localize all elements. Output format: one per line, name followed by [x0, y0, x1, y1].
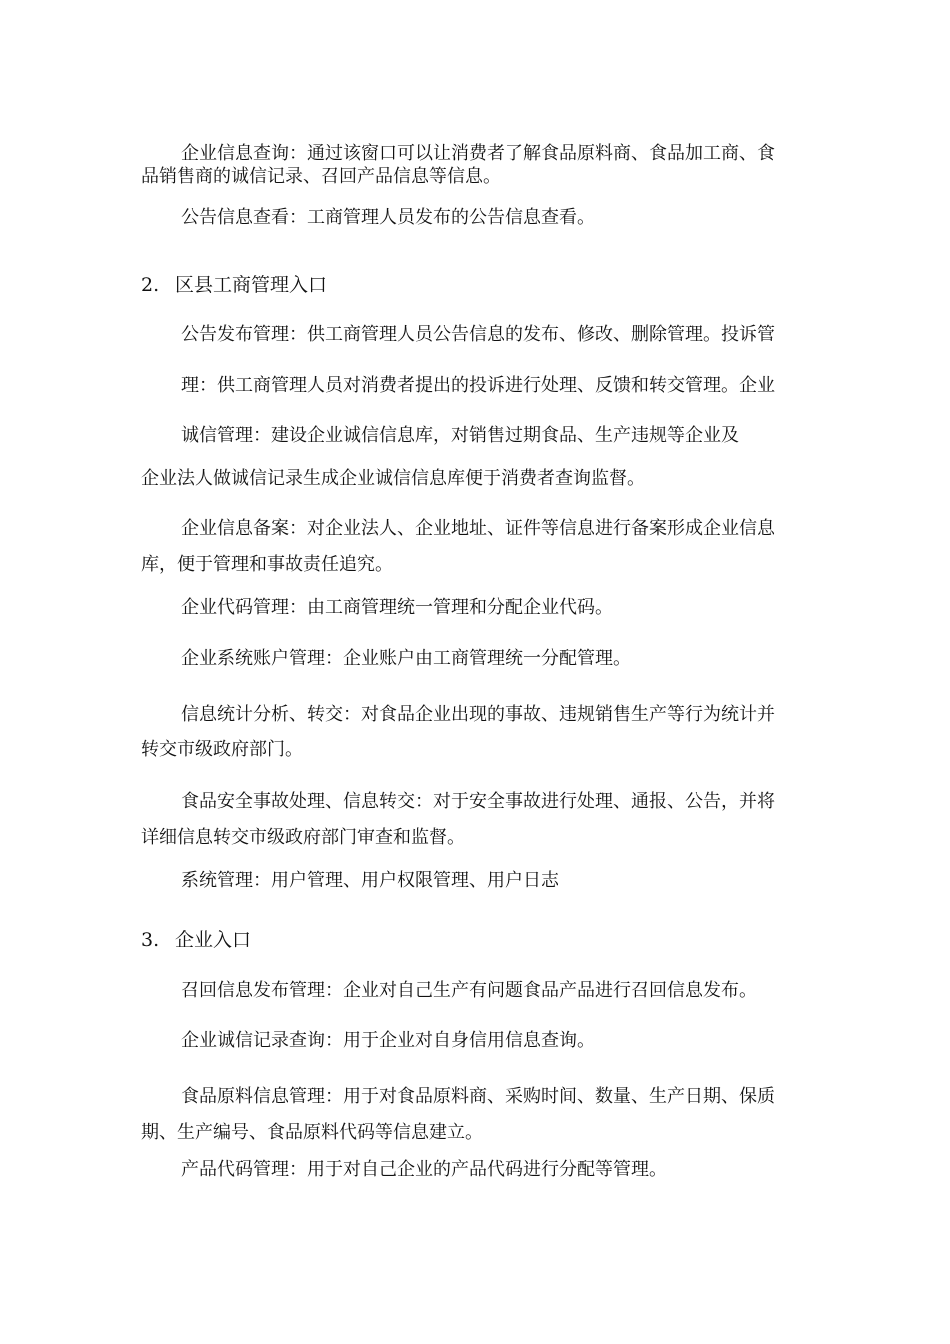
- integrity-manage-line-1: 诚信管理：建设企业诚信信息库，对销售过期食品、生产违规等企业及: [181, 425, 739, 446]
- section-2-title: 区县工商管理入口: [175, 274, 328, 296]
- complaint-manage-paragraph: 理：供工商管理人员对消费者提出的投诉进行处理、反馈和转交管理。企业: [181, 375, 775, 396]
- company-filing-line-2: 库，便于管理和事故责任追究。: [141, 554, 393, 575]
- section-2-heading: [141, 273, 327, 297]
- company-query-line-1: 企业信息查询：通过该窗口可以让消费者了解食品原料商、食品加工商、食: [181, 143, 775, 164]
- company-query-line-2: 品销售商的诚信记录、召回产品信息等信息。: [141, 166, 501, 187]
- section-3-number: 3.: [141, 929, 160, 951]
- stats-line-1: 信息统计分析、转交：对食品企业出现的事故、违规销售生产等行为统计并: [181, 704, 775, 725]
- integrity-query-paragraph: 企业诚信记录查询：用于企业对自身信用信息查询。: [181, 1030, 595, 1051]
- material-line-2: 期、生产编号、食品原料代码等信息建立。: [141, 1122, 483, 1143]
- notice-view-paragraph: 公告信息查看：工商管理人员发布的公告信息查看。: [181, 207, 595, 228]
- accident-line-1: 食品安全事故处理、信息转交：对于安全事故进行处理、通报、公告，并将: [181, 791, 775, 812]
- product-code-paragraph: 产品代码管理：用于对自己企业的产品代码进行分配等管理。: [181, 1159, 667, 1180]
- section-3-heading: [141, 928, 251, 952]
- section-2-number: 2.: [141, 274, 160, 296]
- stats-line-2: 转交市级政府部门。: [141, 739, 303, 760]
- notice-manage-paragraph: 公告发布管理：供工商管理人员公告信息的发布、修改、删除管理。投诉管: [181, 324, 775, 345]
- accident-line-2: 详细信息转交市级政府部门审查和监督。: [141, 827, 465, 848]
- system-manage-paragraph: 系统管理：用户管理、用户权限管理、用户日志: [181, 870, 559, 891]
- material-line-1: 食品原料信息管理：用于对食品原料商、采购时间、数量、生产日期、保质: [181, 1086, 775, 1107]
- code-manage-paragraph: 企业代码管理：由工商管理统一管理和分配企业代码。: [181, 597, 613, 618]
- account-manage-paragraph: 企业系统账户管理：企业账户由工商管理统一分配管理。: [181, 648, 631, 669]
- section-3-title: 企业入口: [175, 929, 252, 951]
- integrity-manage-line-2: 企业法人做诚信记录生成企业诚信信息库便于消费者查询监督。: [141, 468, 645, 489]
- recall-paragraph: 召回信息发布管理：企业对自己生产有问题食品产品进行召回信息发布。: [181, 980, 757, 1001]
- company-filing-line-1: 企业信息备案：对企业法人、企业地址、证件等信息进行备案形成企业信息: [181, 518, 775, 539]
